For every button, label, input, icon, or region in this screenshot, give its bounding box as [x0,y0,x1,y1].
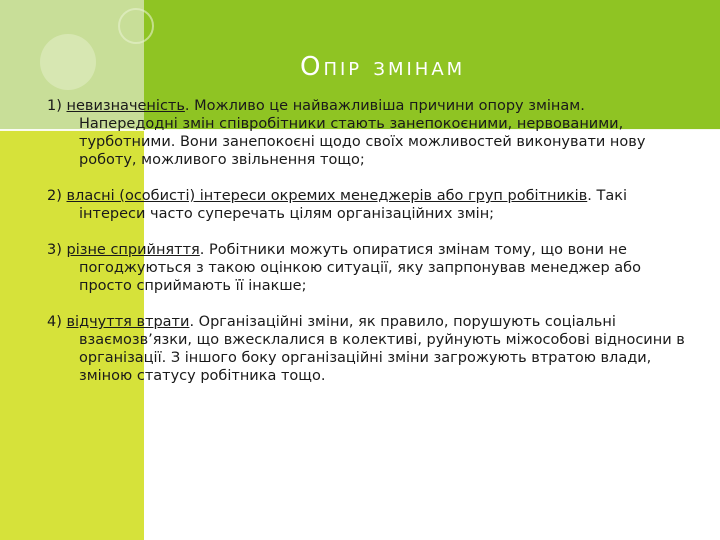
item-term: відчуття втрати [66,314,190,330]
item-number: 2) [47,188,62,204]
slide-title: Опір змінам [300,52,466,82]
item-text: . Організаційні зміни, як правило, порушують соціальні взаємозв’язки, що вжесклалися в колективі, руйнують міжособові відносини в організації. З іншого боку організаційні зміни загрожують втратою влади, зміною статусу робітника тощо. [79,314,685,384]
item-term: невизначеність [66,98,185,114]
item-text: . Такі інтереси часто суперечать цілям організаційних змін; [79,188,627,222]
decorative-circle-icon [40,34,96,90]
list-item [47,97,687,169]
slide-body [47,97,687,403]
item-number: 3) [47,242,62,258]
item-term: різне сприйняття [66,242,200,258]
list-item [47,241,687,295]
item-text: . Робітники можуть опиратися змінам тому, що вони не погоджуються з такою оцінкою ситуації, яку запрпонував менеджер або просто сприймають її інакше; [79,242,641,294]
item-text: . Можливо це найважливіша причини опору змінам. Напередодні змін співробітники стають занепокоєними, нервованими, турботними. Вони занепокоєні щодо своїх можливостей виконувати нову роботу, можливого звільнення тощо; [79,98,646,168]
item-number: 1) [47,98,62,114]
item-term: власні (особисті) інтереси окремих менеджерів або груп робітників [66,188,588,204]
list-item [47,187,687,223]
item-number: 4) [47,314,62,330]
list-item [47,313,687,385]
decorative-ring-icon [118,8,154,44]
